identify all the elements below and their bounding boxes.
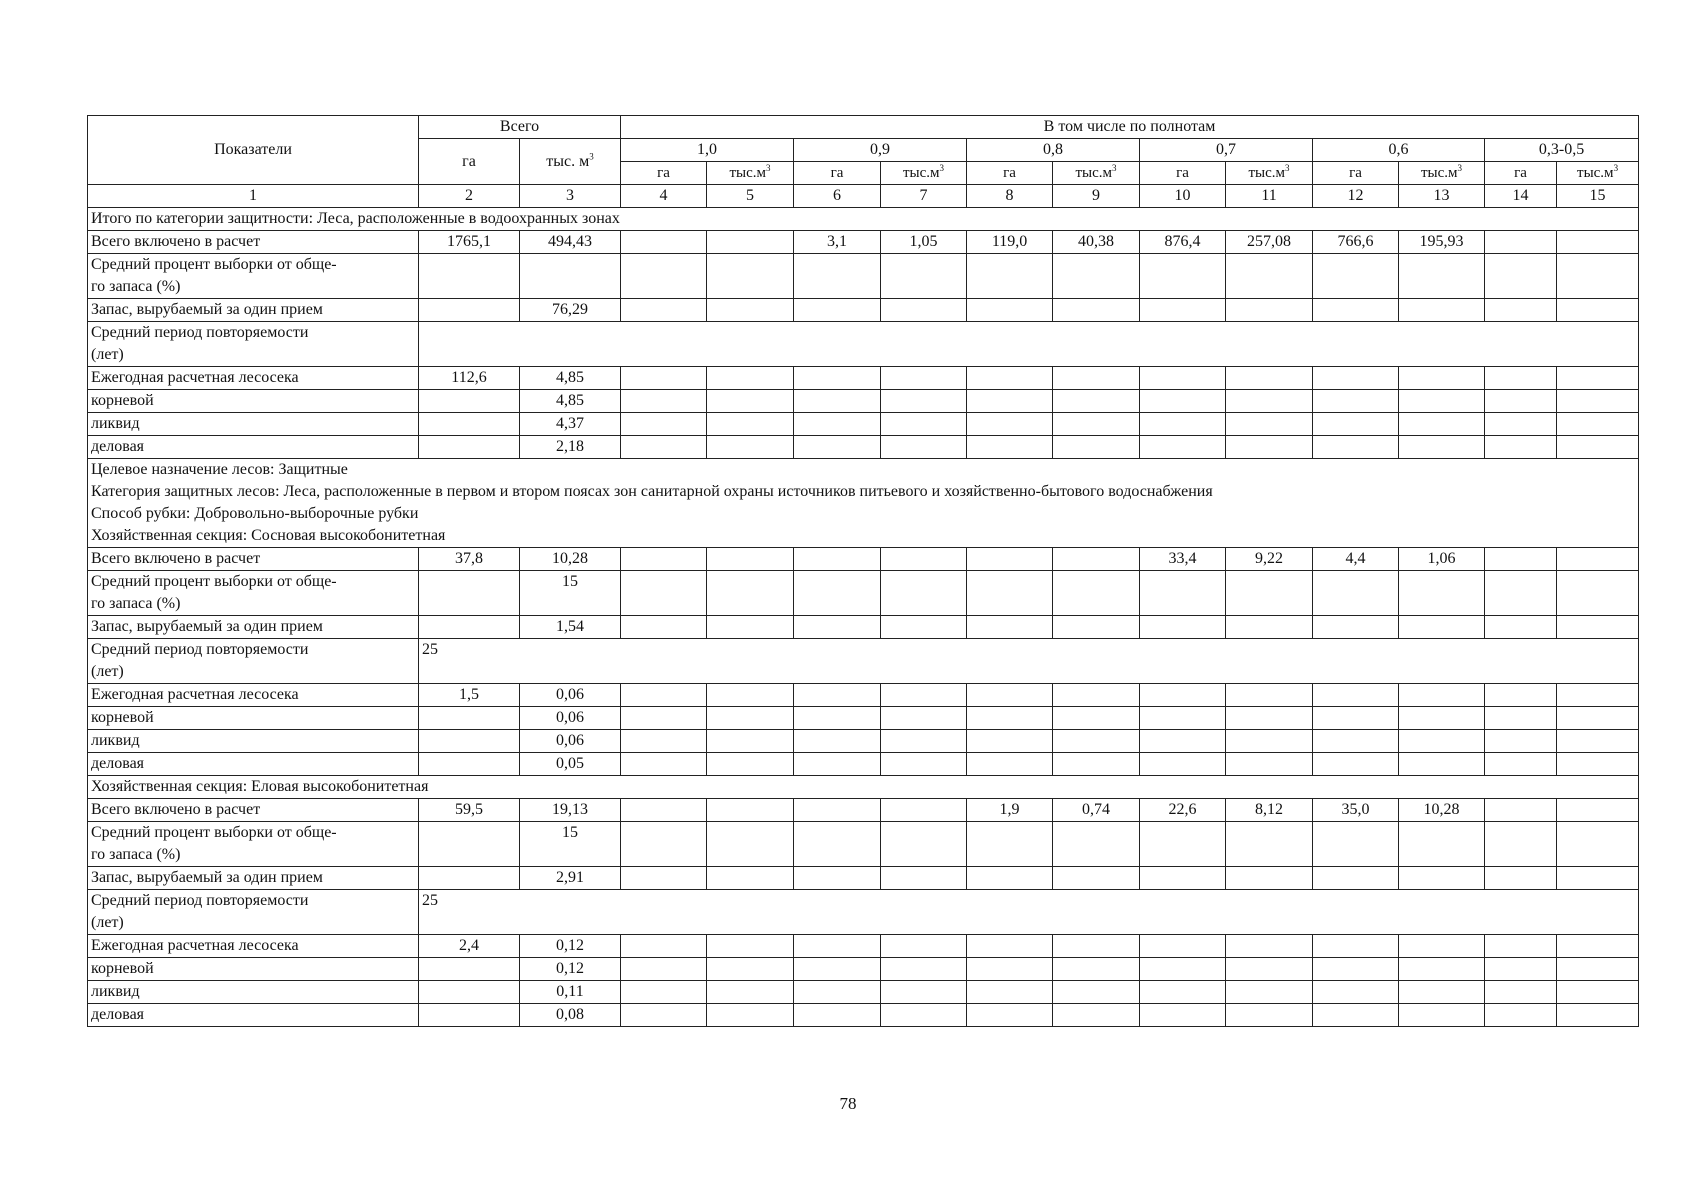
row-label: деловая [88,753,419,776]
table-row [88,367,1639,390]
table-row [88,684,1639,707]
table-row [88,548,1639,571]
col-number: 9 [1053,185,1140,208]
info-cut-method: Способ рубки: Добровольно-выборочные рубки [91,505,419,522]
header-ha: га [621,162,707,185]
table-row [88,571,1639,616]
col-number: 8 [967,185,1053,208]
forest-cut-table [87,115,1639,1027]
info-section: Хозяйственная секция: Сосновая высокобонитетная [91,527,446,544]
col-number: 12 [1313,185,1399,208]
header-density-5: 0,6 [1313,139,1485,162]
cell [1485,231,1557,254]
header-total-ha: га [419,139,520,185]
section-title-row [88,776,1639,799]
table-row [88,436,1639,459]
cell [707,548,794,571]
cell [881,799,967,822]
cell: 76,29 [520,299,621,322]
cell: 10,28 [520,548,621,571]
header-m3: $тыс.м^3$ [707,162,794,185]
cell: 33,4 [1140,548,1226,571]
header-ha: га [1140,162,1226,185]
row-label: ликвид [88,413,419,436]
cell [707,799,794,822]
row-label: Средний процент выборки от обще- го запаса (%) [88,254,419,299]
row-label: Всего включено в расчет [88,231,419,254]
row-label: Всего включено в расчет [88,799,419,822]
cell: 19,13 [520,799,621,822]
header-total-m3: тыс. $м^3$ [520,139,621,185]
page-number: 78 [839,1094,857,1113]
cell [621,548,707,571]
table-row [88,231,1639,254]
table-row [88,390,1639,413]
cell: 35,0 [1313,799,1399,822]
cell [1053,548,1140,571]
row-label: Запас, вырубаемый за один прием [88,867,419,890]
row-label: Средний период повторяемости (лет) [88,639,419,684]
col-number: 14 [1485,185,1557,208]
table-row [88,730,1639,753]
info-block [88,459,1639,548]
cell: 119,0 [967,231,1053,254]
row-label: корневой [88,390,419,413]
table-row [88,299,1639,322]
row-label: Средний период повторяемости (лет) [88,890,419,935]
cell: 2,18 [520,436,621,459]
table-row [88,890,1639,935]
header-by-density: В том числе по полнотам [621,116,1639,139]
header-m3: $тыс.м^3$ [1053,162,1140,185]
cell: 15 [520,571,621,616]
row-label: ликвид [88,981,419,1004]
table-row [88,322,1639,367]
col-number: 2 [419,185,520,208]
cell: 2,4 [419,935,520,958]
cell: 4,4 [1313,548,1399,571]
row-label: Средний период повторяемости (лет) [88,322,419,367]
row-label: Ежегодная расчетная лесосека [88,935,419,958]
cell: 4,85 [520,367,621,390]
cell: 494,43 [520,231,621,254]
info-category: Категория защитных лесов: Леса, расположенные в первом и втором поясах зон санитарной охраны источников питьевого и хозяйственно-бытового водоснабжения [91,483,1213,500]
cell: 1,5 [419,684,520,707]
cell: 0,08 [520,1004,621,1027]
cell [881,548,967,571]
section3-title: Хозяйственная секция: Еловая высокобонитетная [88,776,1639,799]
row-label: Запас, вырубаемый за один прием [88,299,419,322]
col-number: 1 [88,185,419,208]
cell: 10,28 [1399,799,1485,822]
row-label: Всего включено в расчет [88,548,419,571]
cell [1557,231,1639,254]
cell: 0,11 [520,981,621,1004]
col-number: 5 [707,185,794,208]
cell: 1765,1 [419,231,520,254]
cell: 1,54 [520,616,621,639]
table-row [88,799,1639,822]
cell [1485,548,1557,571]
cell [794,548,881,571]
cell: 766,6 [1313,231,1399,254]
cell [621,231,707,254]
section-title-row [88,208,1639,231]
row-label: Средний процент выборки от обще- го запаса (%) [88,822,419,867]
header-m3: $тыс.м^3$ [1226,162,1313,185]
row-label: ликвид [88,730,419,753]
row-label: корневой [88,958,419,981]
header-m3: $тыс.м^3$ [881,162,967,185]
cell: 8,12 [1226,799,1313,822]
info-purpose: Целевое назначение лесов: Защитные [91,461,348,478]
cell [1557,799,1639,822]
cell: 0,12 [520,958,621,981]
col-number: 7 [881,185,967,208]
header-total: Всего [419,116,621,139]
cell: 4,85 [520,390,621,413]
cell [1485,799,1557,822]
column-numbers-row [88,185,1639,208]
section1-title: Итого по категории защитности: Леса, расположенные в водоохранных зонах [88,208,1639,231]
cell: 1,9 [967,799,1053,822]
cell: 1,06 [1399,548,1485,571]
cell: 25 [419,890,1639,935]
col-number: 10 [1140,185,1226,208]
cell: 4,37 [520,413,621,436]
header-ha: га [967,162,1053,185]
table-row [88,1004,1639,1027]
table-row [88,616,1639,639]
row-label: Средний процент выборки от обще- го запаса (%) [88,571,419,616]
cell [1557,548,1639,571]
cell: 15 [520,822,621,867]
col-number: 6 [794,185,881,208]
header-ha: га [1313,162,1399,185]
cell: 59,5 [419,799,520,822]
cell [707,231,794,254]
cell: 25 [419,639,1639,684]
header-density-1: 1,0 [621,139,794,162]
row-label: деловая [88,436,419,459]
header-m3: $тыс.м^3$ [1557,162,1639,185]
table-row [88,867,1639,890]
table-row [88,753,1639,776]
table-row [88,707,1639,730]
cell: 2,91 [520,867,621,890]
table-row [88,935,1639,958]
cell: 0,74 [1053,799,1140,822]
cell: 3,1 [794,231,881,254]
cell: 0,06 [520,684,621,707]
header-ha: га [1485,162,1557,185]
cell [967,548,1053,571]
header-indicators: Показатели [88,116,419,185]
col-number: 4 [621,185,707,208]
cell: 22,6 [1140,799,1226,822]
cell: 0,05 [520,753,621,776]
cell: 112,6 [419,367,520,390]
table-row [88,958,1639,981]
row-label: корневой [88,707,419,730]
col-number: 15 [1557,185,1639,208]
cell: 1,05 [881,231,967,254]
row-label: Ежегодная расчетная лесосека [88,684,419,707]
cell: 0,12 [520,935,621,958]
table-row [88,413,1639,436]
header-ha: га [794,162,881,185]
table-row [88,822,1639,867]
table-row [88,639,1639,684]
cell: 37,8 [419,548,520,571]
cell: 876,4 [1140,231,1226,254]
row-label: деловая [88,1004,419,1027]
cell: 0,06 [520,707,621,730]
table-row [88,981,1639,1004]
cell: 0,06 [520,730,621,753]
cell [621,799,707,822]
cell: 195,93 [1399,231,1485,254]
header-row-1 [88,116,1639,139]
table-row [88,254,1639,299]
col-number: 3 [520,185,621,208]
cell: 257,08 [1226,231,1313,254]
header-density-4: 0,7 [1140,139,1313,162]
header-density-3: 0,8 [967,139,1140,162]
cell: 9,22 [1226,548,1313,571]
col-number: 11 [1226,185,1313,208]
header-density-6: 0,3-0,5 [1485,139,1639,162]
col-number: 13 [1399,185,1485,208]
cell: 40,38 [1053,231,1140,254]
header-density-2: 0,9 [794,139,967,162]
row-label: Ежегодная расчетная лесосека [88,367,419,390]
info-block-row [88,459,1639,548]
row-label: Запас, вырубаемый за один прием [88,616,419,639]
header-m3: $тыс.м^3$ [1399,162,1485,185]
cell [794,799,881,822]
